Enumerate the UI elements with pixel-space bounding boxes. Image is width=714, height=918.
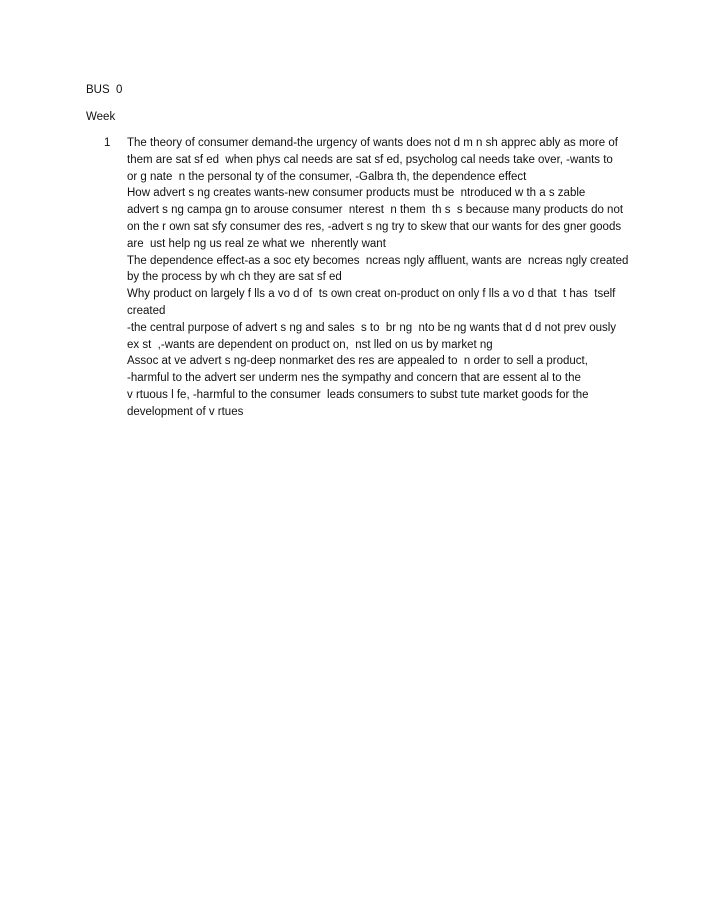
note-line: The theory of consumer demand-the urgency of wants does not d m n sh apprec ably as more of	[127, 137, 618, 149]
note-line: -harmful to the advert ser underm nes the sympathy and concern that are essent al to the	[127, 372, 581, 385]
course-heading: BUS 0	[86, 84, 123, 96]
note-line: -the central purpose of advert s ng and sales s to br ng nto be ng wants that d d not prev ously	[127, 321, 617, 334]
note-line: them are sat sf ed when phys cal needs are sat sf ed, psycholog cal needs take over, -wants to	[127, 153, 613, 166]
note-line: v rtuous l fe, -harmful to the consumer leads consumers to subst tute market goods for the	[127, 388, 589, 401]
note-line: or g nate n the personal ty of the consumer, -Galbra th, the dependence effect	[127, 170, 527, 183]
note-line: on the r own sat sfy consumer des res, -advert s ng try to skew that our wants for des gner goods	[127, 220, 622, 233]
note-line: How advert s ng creates wants-new consumer products must be ntroduced w th a s zable	[127, 187, 586, 200]
note-line: by the process by wh ch they are sat sf ed	[127, 271, 342, 284]
list-number: 1	[104, 137, 111, 149]
notes-body	[127, 135, 667, 421]
note-line: The dependence effect-as a soc ety becomes ncreas ngly affluent, wants are ncreas ngly created	[127, 254, 629, 267]
note-line: Assoc at ve advert s ng-deep nonmarket des res are appealed to n order to sell a product,	[127, 355, 588, 368]
note-line: development of v rtues	[127, 405, 244, 418]
note-line: ex st ,-wants are dependent on product on, nst lled on us by market ng	[127, 338, 493, 351]
note-line: Why product on largely f lls a vo d of ts own creat on-product on only f lls a vo d that t has tself	[127, 288, 616, 301]
note-line: advert s ng campa gn to arouse consumer nterest n them th s s because many products do not	[127, 204, 624, 217]
note-line: created	[127, 304, 166, 317]
note-line: are ust help ng us real ze what we nherently want	[127, 237, 386, 250]
week-heading: Week	[86, 111, 116, 123]
